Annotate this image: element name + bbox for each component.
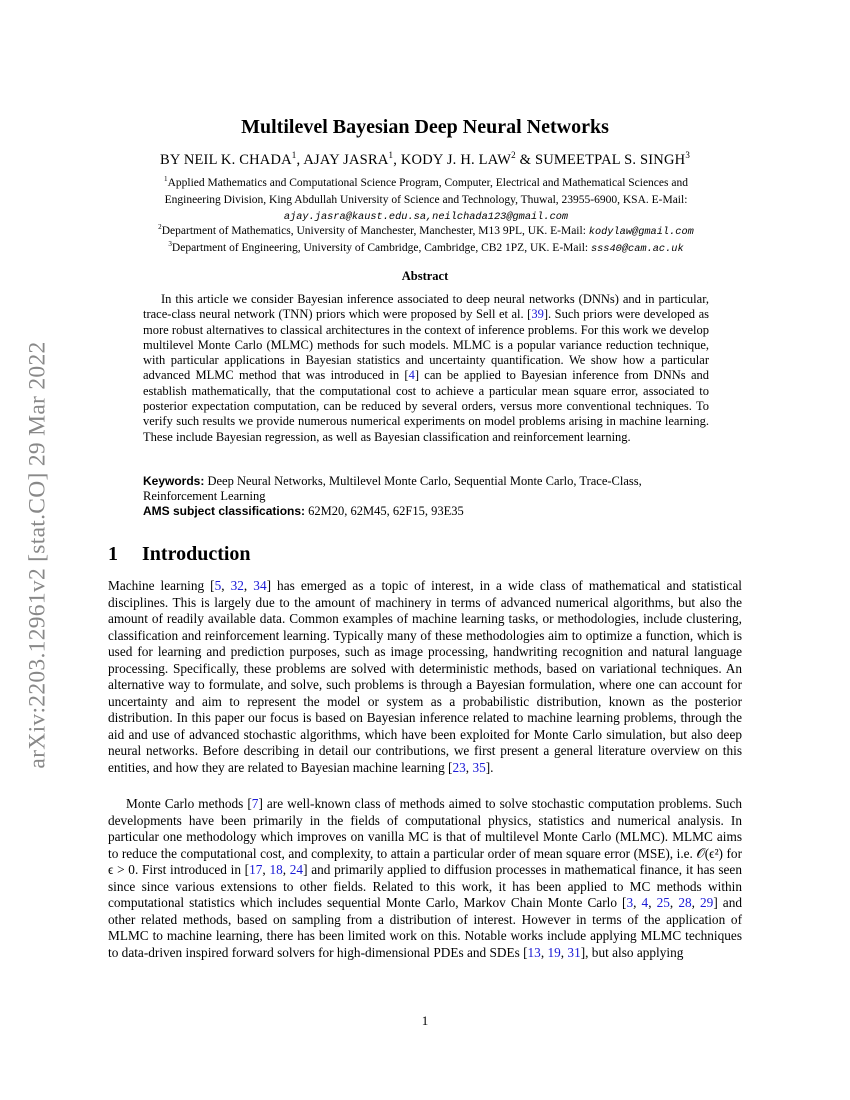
affiliation-1: $^1$Applied Mathematics and Computational Science Program, Computer, Electrical and Mathematical Sciences and Engineering Division, King Abdullah University of Science and Technology, Thuwal, 23955-6900, KSA. E-Mail: ajay.jasra@kaust.edu.sa,neilchada123@gmail.com <box>120 175 732 226</box>
affiliation-1-emails: ajay.jasra@kaust.edu.sa,neilchada123@gmail.com <box>283 211 569 223</box>
author-sup: 2 <box>511 150 516 161</box>
citation-link[interactable]: 23 <box>452 759 466 775</box>
citation-link[interactable]: 19 <box>547 944 561 960</box>
ams-label: AMS subject classifications: <box>143 504 306 518</box>
citation-link[interactable]: 3 <box>626 895 634 910</box>
citation-link[interactable]: 24 <box>289 862 304 877</box>
citation-link[interactable]: 31 <box>567 944 581 960</box>
intro-paragraph-1: Machine learning [5, 32, 34] has emerged as a topic of interest, in a wide class of mathematical and statistical disciplines. This is largely due to the amount of machinery in terms of advanced numerical algorithms, but also the amount of readily available data. Common examples of machine learning tasks, or methodologies, include clustering, classification and reinforcement learning. Typically many of these methodologies aim to optimize a function, which is used for learning and prediction purposes, such as image processing, handwriting recognition and natural language processing. Specifically, these problems are solved with deterministic methods, based on variational techniques. An alternative way to formulate, and solve, such problems is through a Bayesian formulation, where one can account for uncertainty and aim to represent the model or system as a probabilistic distribution, known as the posterior distribution. In this paper our focus is based on Bayesian inference related to machine learning problems, through the aid and use of advanced stochastic algorithms, which have been exploited for Monte Carlo simulation, but also deep neural networks. Before describing in detail our contributions, we first present a general literature overview on this entities, and how they are related to Bayesian machine learning [23, 35]. <box>108 578 742 775</box>
affiliation-2: $^2$Department of Mathematics, University of Manchester, Manchester, M13 9PL, UK. E-Mail: kodylaw@gmail.com <box>158 223 694 238</box>
citation-link[interactable]: 5 <box>214 578 222 593</box>
author-sup: 1 <box>388 150 394 161</box>
author-name: SUMEETPAL S. SINGH <box>534 152 686 168</box>
abstract-body: In this article we consider Bayesian inference associated to deep neural networks (DNNs) and in particular, trace-class neural network (TNN) priors which were proposed by Sell et al. [39]. Such priors were developed as more robust alternatives to classical architectures in the context of inference problems. For this work we develop multilevel Monte Carlo (MLMC) methods for such models. MLMC is a popular variance reduction technique, with particular applications in Bayesian statistics and uncertainty quantification. We show how a particular advanced MLMC method that was introduced in [4] can be applied to Bayesian inference from DNNs and establish mathematically, that the computational cost to achieve a particular mean square error, associated to posterior expectation computation, can be reduced by several orders, versus more conventional techniques. To verify such results we provide numerous numerical experiments on model problems arising in machine learning. These include Bayesian regression, as well as Bayesian classification and reinforcement learning. <box>143 292 709 444</box>
abstract-heading: Abstract <box>401 269 449 283</box>
author-name: KODY J. H. LAW <box>400 152 512 168</box>
paper-title: Multilevel Bayesian Deep Neural Networks <box>241 116 609 138</box>
keywords-label: Keywords: <box>143 474 205 488</box>
author-line: BY NEIL K. CHADA$^1$, AJAY JASRA$^1$, KODY J. H. LAW$^2$ & SUMEETPAL S. SINGH$^3$ <box>159 150 691 168</box>
citation-link[interactable]: 34 <box>253 578 267 593</box>
affiliation-3: $^3$Department of Engineering, University of Cambridge, Cambridge, CB2 1PZ, UK. E-Mail: sss40@cam.ac.uk <box>168 240 684 255</box>
citation-link[interactable]: 13 <box>527 944 541 960</box>
citation-link[interactable]: 4 <box>641 895 649 910</box>
affiliation-2-email: kodylaw@gmail.com <box>588 226 694 238</box>
citation-link[interactable]: 35 <box>472 759 486 775</box>
citation-link[interactable]: 29 <box>700 895 714 910</box>
page-number: 1 <box>421 1013 429 1028</box>
arxiv-identifier-text: arXiv:2203.12961v2 [stat.CO] 29 Mar 2022 <box>24 341 51 769</box>
author-prefix: BY <box>159 152 180 168</box>
author-sup: 1 <box>291 150 297 161</box>
affiliation-3-email: sss40@cam.ac.uk <box>590 243 684 255</box>
section-heading-introduction <box>108 543 251 566</box>
citation-link[interactable]: 28 <box>678 895 692 910</box>
citation-link[interactable]: 4 <box>408 368 415 383</box>
author-name: NEIL K. CHADA <box>183 152 292 168</box>
citation-link[interactable]: 32 <box>230 578 244 593</box>
keywords-text: Deep Neural Networks, Multilevel Monte Carlo, Sequential Monte Carlo, Trace-Class, Reinforcement Learning <box>143 474 642 504</box>
arxiv-identifier <box>22 290 54 820</box>
section-title: Introduction <box>142 543 251 565</box>
citation-link[interactable]: 18 <box>269 862 283 877</box>
ams-text: 62M20, 62M45, 62F15, 93E35 <box>308 504 464 518</box>
citation-link[interactable]: 7 <box>251 796 259 811</box>
author-name: AJAY JASRA <box>303 152 389 168</box>
section-number: 1 <box>108 543 118 565</box>
ams-classifications <box>143 504 709 519</box>
citation-link[interactable]: 39 <box>531 307 544 322</box>
citation-link[interactable]: 17 <box>249 862 263 877</box>
keywords <box>143 474 709 505</box>
citation-link[interactable]: 25 <box>656 895 670 910</box>
intro-paragraph-2: Monte Carlo methods [7] are well-known class of methods aimed to solve stochastic computation problems. Such developments have been primarily in the fields of computational physics, statistics and numerical analysis. In particular one methodology which improves on vanilla MC is that of multilevel Monte Carlo (MLMC). MLMC aims to reduce the computational cost, and complexity, to attain a particular order of mean square error (MSE), i.e. 𝒪(ϵ²) for ϵ > 0. First introduced in [17, 18, 24] and primarily applied to diffusion processes in mathematical finance, it has seen since since various extensions to other fields. Related to this work, it has been applied to MC methods within computational statistics which includes sequential Monte Carlo, Markov Chain Monte Carlo [3, 4, 25, 28, 29] and other related methods, based on sampling from a distribution of interest. However in terms of the application of MLMC to machine learning, there has been limited work on this. Notable works include applying MLMC techniques to data-driven inspired forward solvers for high-dimensional PDEs and SDEs [13, 19, 31], but also applying <box>108 796 743 960</box>
author-sup: 3 <box>685 150 691 161</box>
